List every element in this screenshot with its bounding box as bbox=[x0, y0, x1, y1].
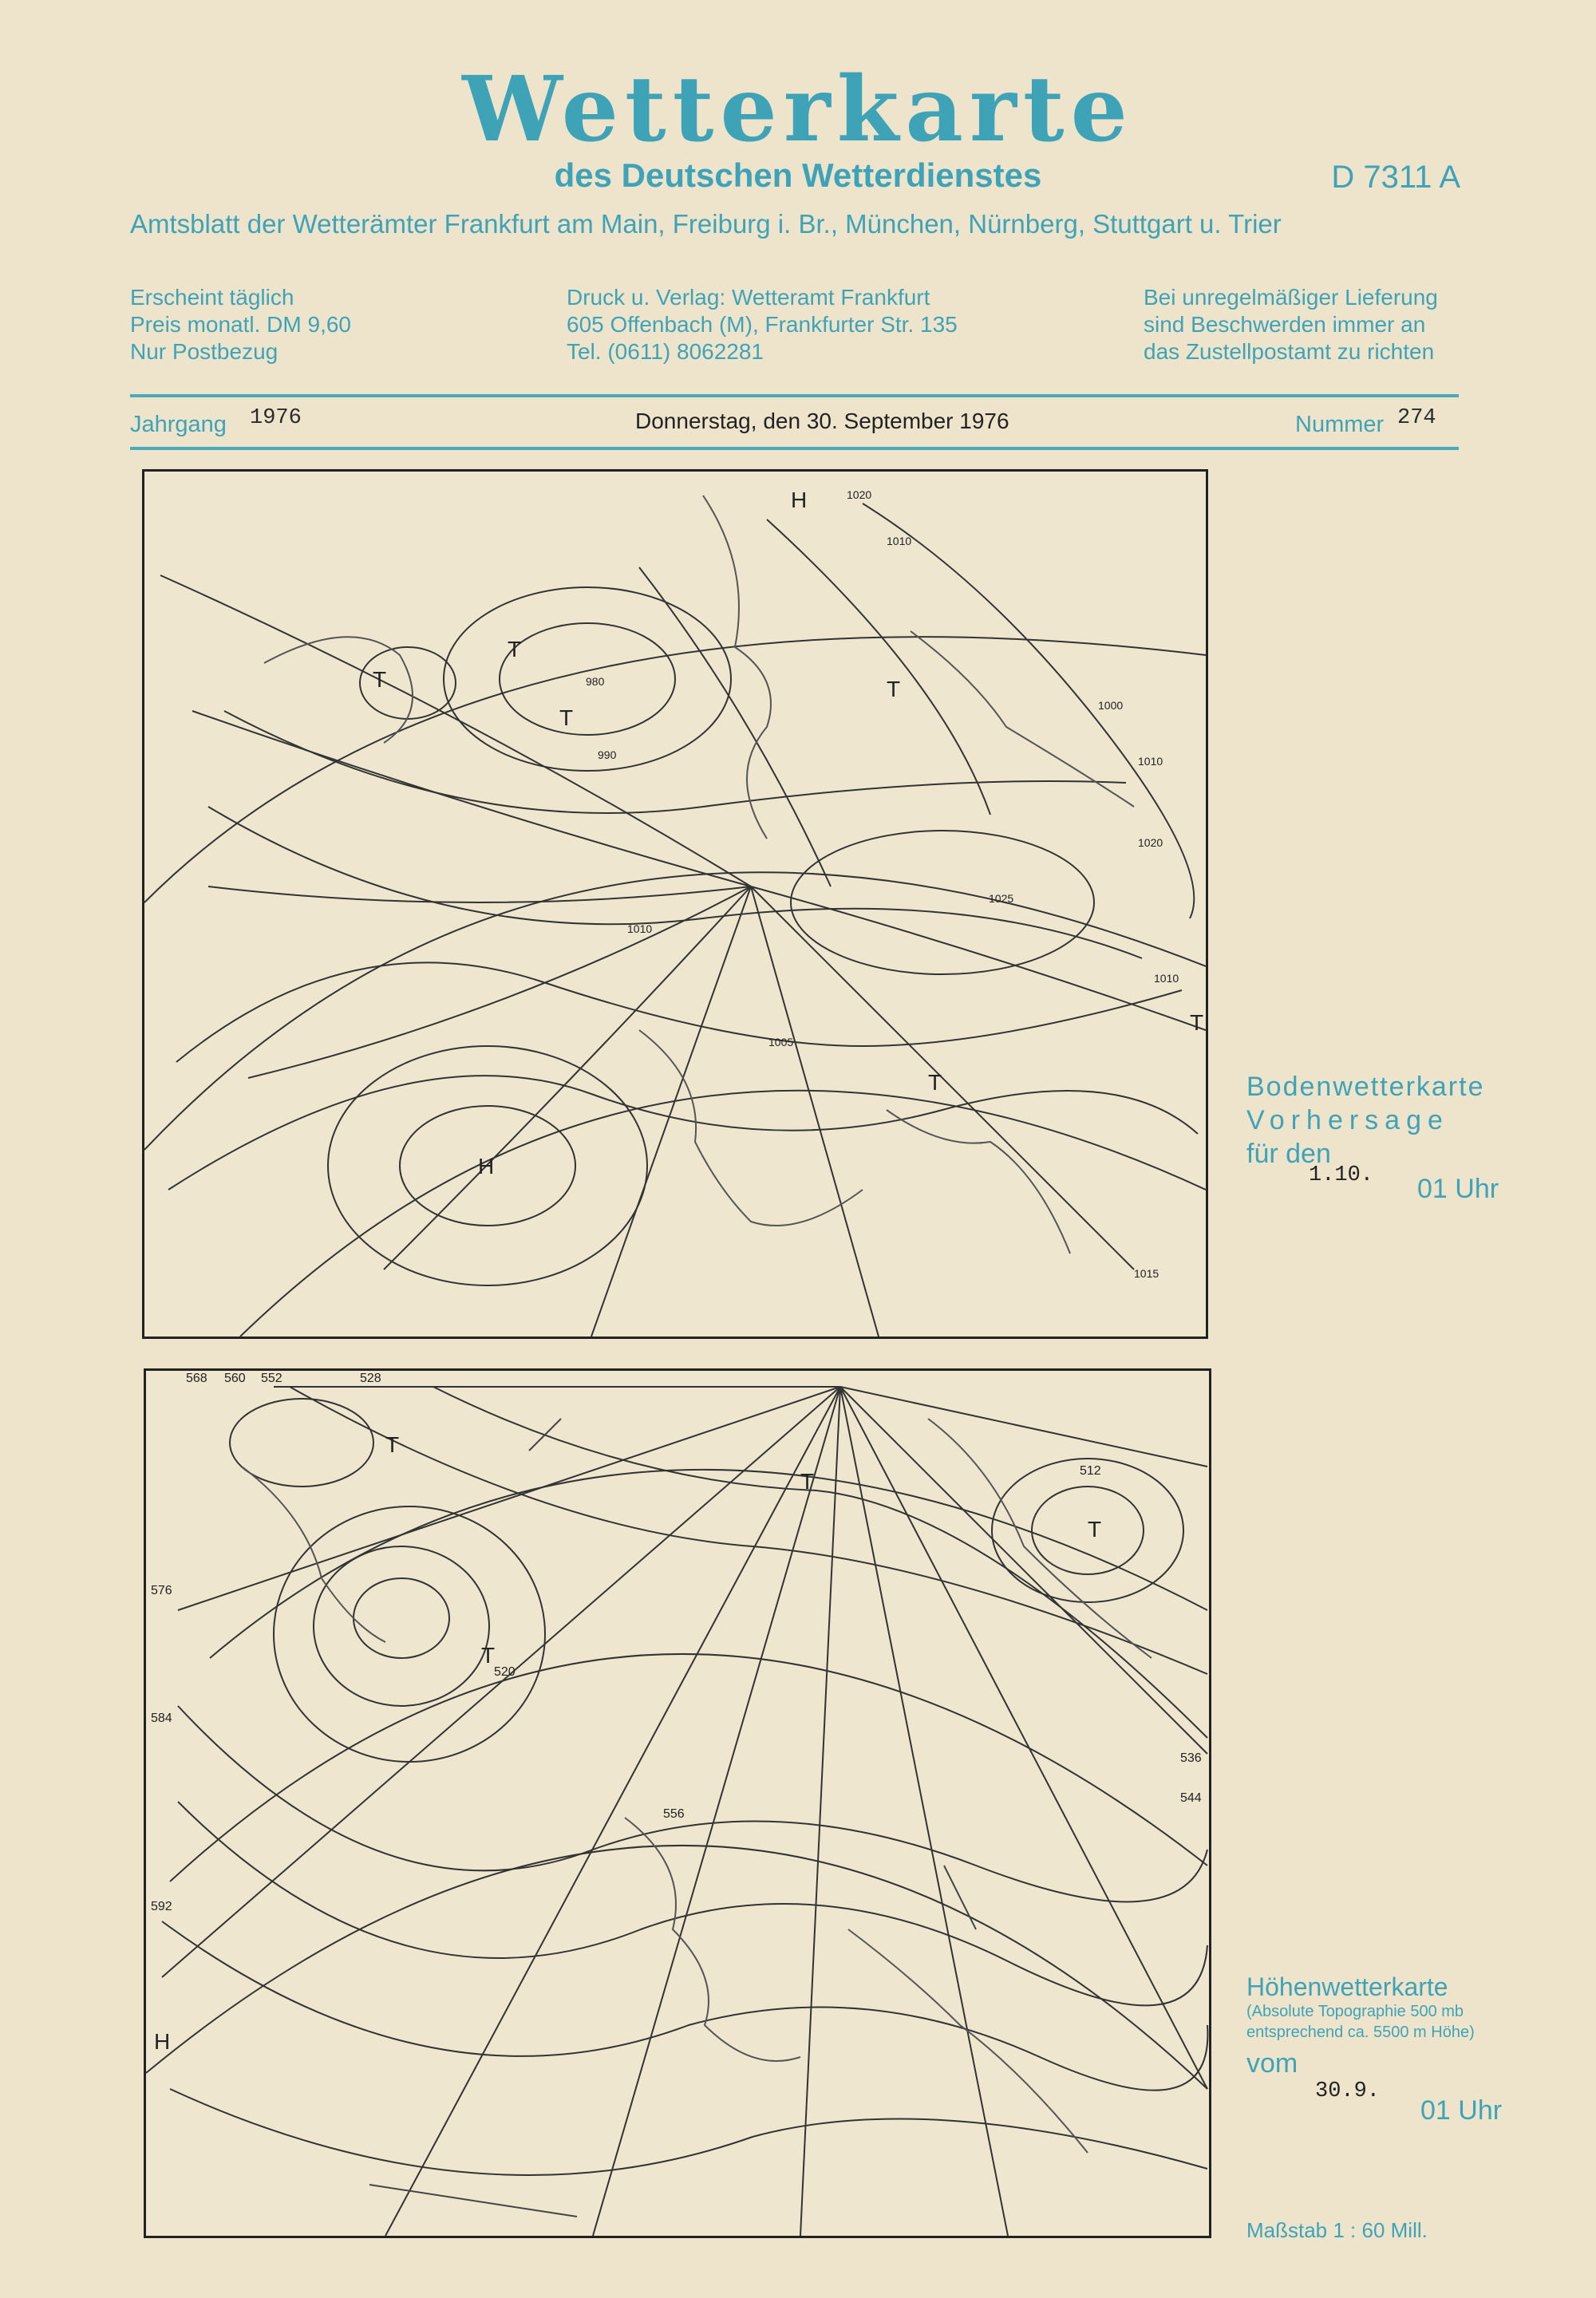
publisher-info bbox=[567, 284, 958, 365]
isobar-label: 1005 bbox=[768, 1036, 794, 1048]
upper-map-date: 30.9. bbox=[1315, 2079, 1381, 2103]
isobar-label: 1025 bbox=[989, 892, 1014, 905]
surface-map-drawing bbox=[144, 472, 1206, 1337]
low-label: T bbox=[373, 667, 387, 692]
high-label: H bbox=[478, 1154, 495, 1179]
surface-map-for: für den bbox=[1246, 1139, 1331, 1169]
low-label: T bbox=[385, 1432, 400, 1457]
upper-map-drawing bbox=[146, 1371, 1209, 2236]
header-divider bbox=[130, 447, 1459, 450]
isobar-label: 1010 bbox=[1154, 972, 1179, 985]
upper-map-subtitle-line: (Absolute Topographie 500 mb bbox=[1246, 2003, 1464, 2020]
isobar-label: 1000 bbox=[1098, 699, 1124, 712]
upper-map-title: Höhenwetterkarte bbox=[1246, 1972, 1448, 2001]
info-line: sind Beschwerden immer an bbox=[1144, 312, 1426, 337]
upper-map-subtitle-line: entsprechend ca. 5500 m Höhe) bbox=[1246, 2024, 1475, 2041]
isobar-label: 1020 bbox=[1138, 836, 1163, 849]
high-label: H bbox=[791, 488, 808, 512]
upper-map-time: 01 Uhr bbox=[1420, 2095, 1503, 2126]
low-label: T bbox=[1088, 1517, 1102, 1542]
info-line: Erscheint täglich bbox=[130, 285, 294, 310]
contour-label: 568 bbox=[186, 1372, 207, 1385]
contour-label: 544 bbox=[1180, 1791, 1202, 1805]
contour-label: 560 bbox=[224, 1372, 246, 1385]
delivery-info bbox=[1144, 284, 1438, 365]
upper-map-subtitle bbox=[1246, 2001, 1475, 2043]
info-line: Nur Postbezug bbox=[130, 339, 279, 364]
contour-label: 556 bbox=[663, 1807, 685, 1821]
nummer-label: Nummer bbox=[1295, 412, 1385, 437]
contour-label: 536 bbox=[1180, 1751, 1202, 1765]
low-label: T bbox=[508, 637, 522, 661]
surface-map-forecast: Vorhersage bbox=[1246, 1105, 1449, 1135]
low-label: T bbox=[887, 677, 901, 701]
info-line: Preis monatl. DM 9,60 bbox=[130, 312, 351, 337]
isobar-label: 1010 bbox=[1138, 755, 1163, 768]
contour-label: 552 bbox=[261, 1372, 282, 1385]
isobar-label: 990 bbox=[598, 748, 617, 761]
surface-weather-map bbox=[142, 469, 1208, 1339]
low-label: T bbox=[1190, 1010, 1204, 1035]
contour-label: 528 bbox=[360, 1372, 381, 1385]
info-line: das Zustellpostamt zu richten bbox=[1144, 339, 1435, 364]
contour-label: 512 bbox=[1080, 1464, 1101, 1478]
isobar-label: 1010 bbox=[627, 922, 653, 935]
newspaper-subtitle: des Deutschen Wetterdienstes bbox=[554, 156, 1042, 194]
info-line: Bei unregelmäßiger Lieferung bbox=[1144, 285, 1438, 310]
jahrgang-value: 1976 bbox=[250, 406, 302, 430]
surface-map-date: 1.10. bbox=[1309, 1163, 1374, 1187]
info-line: Tel. (0611) 8062281 bbox=[567, 339, 764, 364]
contour-label: 584 bbox=[151, 1712, 172, 1725]
info-line: Druck u. Verlag: Wetteramt Frankfurt bbox=[567, 285, 930, 310]
info-line: 605 Offenbach (M), Frankfurter Str. 135 bbox=[567, 312, 958, 337]
newspaper-title: Wetterkarte bbox=[462, 57, 1134, 162]
low-label: T bbox=[481, 1643, 496, 1668]
jahrgang-label: Jahrgang bbox=[130, 412, 227, 437]
contour-label: 520 bbox=[494, 1665, 516, 1679]
publication-info bbox=[130, 284, 351, 365]
contour-label: 592 bbox=[151, 1900, 172, 1913]
upper-air-map bbox=[144, 1368, 1211, 2238]
high-label: H bbox=[154, 2029, 171, 2054]
low-label: T bbox=[928, 1070, 942, 1095]
isobar-label: 1010 bbox=[887, 535, 912, 547]
issue-row bbox=[130, 402, 1459, 442]
document-number: D 7311 A bbox=[1331, 160, 1460, 195]
map-scale: Maßstab 1 : 60 Mill. bbox=[1246, 2218, 1428, 2242]
issue-date: Donnerstag, den 30. September 1976 bbox=[635, 409, 1009, 433]
upper-map-vom: vom bbox=[1246, 2048, 1298, 2079]
isobar-label: 1015 bbox=[1134, 1267, 1159, 1280]
header-divider bbox=[130, 394, 1459, 397]
low-label: T bbox=[559, 705, 574, 730]
amtsblatt-line: Amtsblatt der Wetterämter Frankfurt am Main, Freiburg i. Br., München, Nürnberg, Stuttgart u. Trier bbox=[130, 209, 1282, 239]
surface-map-title: Bodenwetterkarte bbox=[1246, 1072, 1485, 1102]
low-label: T bbox=[800, 1469, 815, 1494]
isobar-label: 1020 bbox=[847, 488, 872, 501]
nummer-value: 274 bbox=[1397, 406, 1436, 430]
isobar-label: 980 bbox=[586, 675, 605, 688]
contour-label: 576 bbox=[151, 1584, 172, 1597]
surface-map-time: 01 Uhr bbox=[1417, 1174, 1499, 1204]
